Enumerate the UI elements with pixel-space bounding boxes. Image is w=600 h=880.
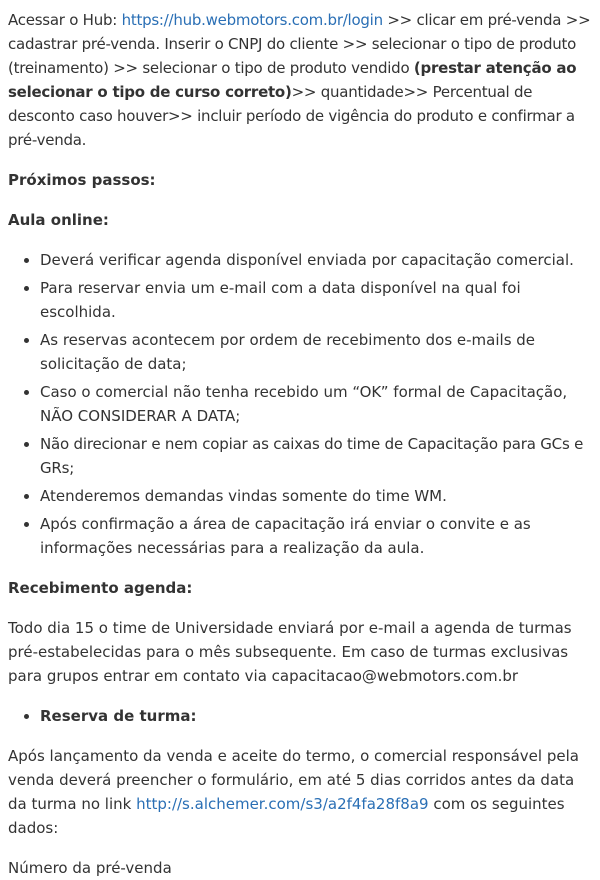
list-item: • Para reservar envia um e-mail com a data disponível na qual foi escolhida. (40, 276, 592, 324)
intro-text-3: >> quantidade>> Percentual de desconto caso houver>> incluir período de vigência do produto e confirmar a pré-venda. (8, 83, 575, 149)
alchemer-form-link[interactable]: http://s.alchemer.com/s3/a2f4fa28f8a9 (136, 795, 429, 813)
hub-login-link[interactable]: https://hub.webmotors.com.br/login (121, 11, 383, 29)
reserva-text-1: Após lançamento da venda e aceite do termo, o comercial responsável pela venda deverá preencher o formulário, em até 5 dias corridos antes da data da turma no link (8, 747, 579, 813)
list-item: • Caso o comercial não tenha recebido um “OK” formal de Capacitação, NÃO CONSIDERAR A DATA; (40, 380, 592, 428)
online-list (8, 248, 592, 560)
pre-venda-number-line: Número da pré-venda (8, 859, 172, 877)
list-item: • Atenderemos demandas vindas somente do time WM. (40, 484, 592, 508)
agenda-heading (8, 576, 592, 600)
reserva-text-2: com os seguintes dados: (8, 795, 565, 837)
reserva-list (8, 704, 592, 728)
intro-text-1: Acessar o Hub: (8, 11, 122, 29)
next-steps-heading (8, 168, 592, 192)
intro-warning-bold: (prestar atenção ao selecionar o tipo de curso correto) (8, 59, 577, 101)
online-heading (8, 208, 592, 232)
list-item: • Não direcionar e nem copiar as caixas do time de Capacitação para GCs e GRs; (40, 432, 592, 480)
reserva-heading-text: Reserva de turma: (40, 707, 197, 725)
next-steps-heading-text: Próximos passos: (8, 171, 156, 189)
online-heading-text: Aula online: (8, 211, 109, 229)
list-item: • Deverá verificar agenda disponível enviada por capacitação comercial. (40, 248, 592, 272)
intro-text-2: >> clicar em pré-venda >> cadastrar pré-venda. Inserir o CNPJ do cliente >> selecionar o tipo de produto (treinamento) >> selecionar o tipo de produto vendido (8, 11, 591, 77)
agenda-heading-text: Recebimento agenda: (8, 579, 193, 597)
list-item (40, 704, 592, 728)
list-item: • As reservas acontecem por ordem de recebimento dos e-mails de solicitação de data; (40, 328, 592, 376)
intro-paragraph (8, 8, 592, 152)
agenda-paragraph: Todo dia 15 o time de Universidade enviará por e-mail a agenda de turmas pré-estabelecidas para o mês subsequente. Em caso de turmas exclusivas para grupos entrar em contato via capacitacao@webmotors.com.br (8, 619, 572, 685)
reserva-paragraph (8, 744, 592, 840)
list-item: • Após confirmação a área de capacitação irá enviar o convite e as informações necessárias para a realização da aula. (40, 512, 592, 560)
